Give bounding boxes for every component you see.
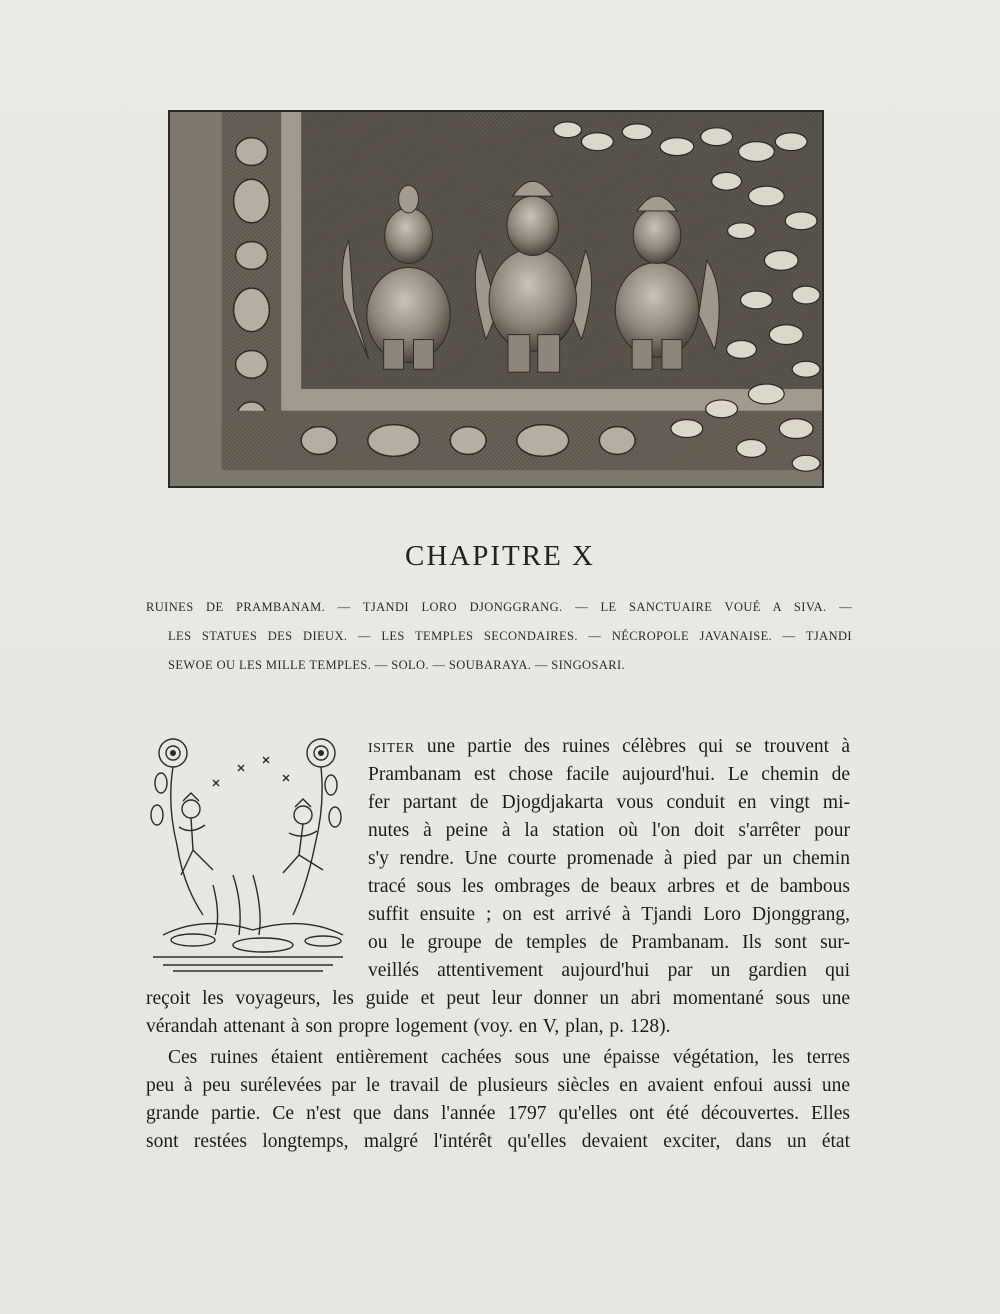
first-line-text: une partie des ruines célèbres qui se trouvent à <box>414 736 850 757</box>
chapter-title: CHAPITRE X <box>405 540 595 572</box>
paragraph-1-line-6: tracé sous les ombrages de beaux arbres et de bambous <box>368 876 850 897</box>
engraving-plate <box>168 110 824 488</box>
dropcap-vignette <box>143 735 355 975</box>
chapter-summary-line-1: RUINES DE PRAMBANAM. — TJANDI LORO DJONGGRANG. — LE SANCTUAIRE VOUÉ A SIVA. — <box>146 600 852 614</box>
paragraph-1-line-7: suffit ensuite ; on est arrivé à Tjandi Loro Djonggrang, <box>368 904 850 925</box>
chapter-summary-line-3: SEWOE OU LES MILLE TEMPLES. — SOLO. — SOUBARAYA. — SINGOSARI. <box>168 658 626 672</box>
dropcap-word: ISITER <box>368 741 415 756</box>
paragraph-2-line-3: grande partie. Ce n'est que dans l'année 1797 qu'elles ont été découvertes. Elles <box>146 1103 850 1124</box>
paragraph-1-line-2: Prambanam est chose facile aujourd'hui. Le chemin de <box>368 764 850 785</box>
chapter-summary-line-2: LES STATUES DES DIEUX. — LES TEMPLES SECONDAIRES. — NÉCROPOLE JAVANAISE. — TJANDI <box>168 629 852 643</box>
paragraph-1-line-10: reçoit les voyageurs, les guide et peut leur donner un abri momentané sous une <box>146 988 850 1009</box>
paragraph-1-line-3: fer partant de Djogdjakarta vous conduit en vingt mi- <box>368 792 850 813</box>
kinnara-statues-illustration <box>170 112 822 486</box>
paragraph-1-line-4: nutes à peine à la station où l'on doit s'arrêter pour <box>368 820 850 841</box>
paragraph-1-line-8: ou le groupe de temples de Prambanam. Ils sont sur- <box>368 932 850 953</box>
paragraph-2-line-2: peu à peu surélevées par le travail de plusieurs siècles en avaient enfoui aussi une <box>146 1075 850 1096</box>
paragraph-1-line-5: s'y rendre. Une courte promenade à pied par un chemin <box>368 848 850 869</box>
paragraph-1-line-9: veillés attentivement aujourd'hui par un gardien qui <box>368 960 850 981</box>
celestial-figures-illustration <box>143 735 355 975</box>
paragraph-1-line-11: vérandah attenant à son propre logement (voy. en V, plan, p. 128). <box>146 1016 671 1037</box>
paragraph-1-line-1 <box>368 733 850 763</box>
paragraph-2-line-1: Ces ruines étaient entièrement cachées sous une épaisse végétation, les terres <box>168 1047 850 1068</box>
paragraph-2-line-4: sont restées longtemps, malgré l'intérêt qu'elles devaient exciter, dans un état <box>146 1131 850 1152</box>
